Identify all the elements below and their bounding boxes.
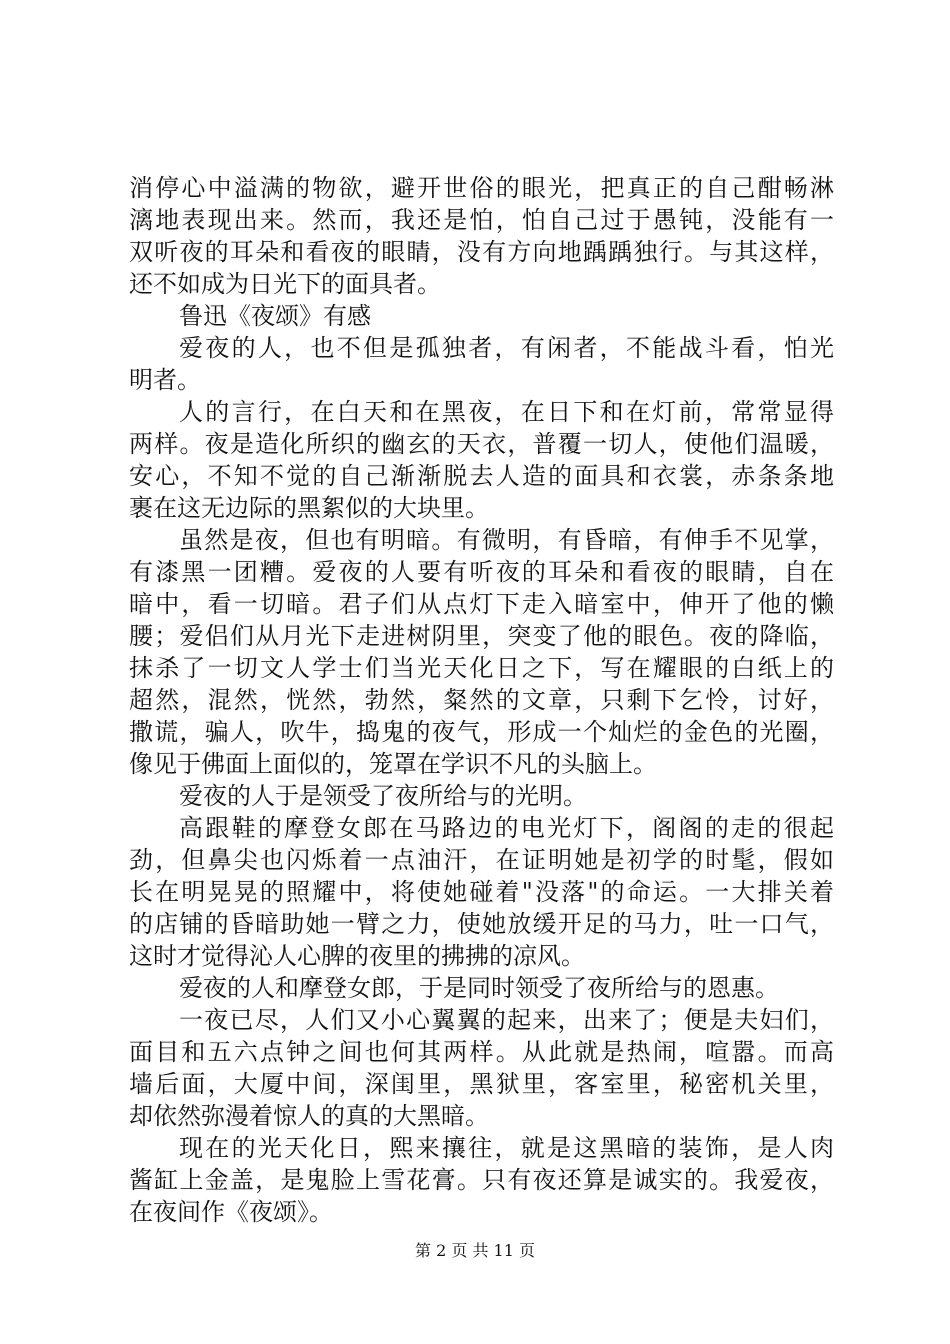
text-line: 面目和五六点钟之间也何其两样。从此就是热闹，喧嚣。而高 <box>129 1038 834 1066</box>
text-line: 暗中，看一切暗。君子们从点灯下走入暗室中，伸开了他的懒 <box>129 590 834 618</box>
text-line: 一夜已尽，人们又小心翼翼的起来，出来了；便是夫妇们， <box>179 1006 834 1034</box>
text-line: 裹在这无边际的黑絮似的大块里。 <box>129 494 489 522</box>
text-line: 有漆黑一团糟。爱夜的人要有听夜的耳朵和看夜的眼睛，自在 <box>129 558 834 586</box>
text-line: 超然，混然，恍然，勃然，粲然的文章，只剩下乞怜，讨好， <box>129 686 834 714</box>
text-line: 高跟鞋的摩登女郎在马路边的电光灯下，阁阁的走的很起 <box>179 814 834 842</box>
text-line: 这时才觉得沁人心脾的夜里的拂拂的凉风。 <box>129 942 585 970</box>
text-line: 双听夜的耳朵和看夜的眼睛，没有方向地踽踽独行。与其这样， <box>129 238 834 266</box>
text-line: 却依然弥漫着惊人的真的大黑暗。 <box>129 1102 489 1130</box>
paragraph <box>129 812 834 972</box>
text-line: 鲁迅《夜颂》有感 <box>179 302 371 330</box>
text-line: 的店铺的昏暗助她一臂之力，使她放缓开足的马力，吐一口气， <box>129 910 834 938</box>
text-line: 抹杀了一切文人学士们当光天化日之下，写在耀眼的白纸上的 <box>129 654 834 682</box>
text-line: 虽然是夜，但也有明暗。有微明，有昏暗，有伸手不见掌， <box>179 526 834 554</box>
text-line: 两样。夜是造化所织的幽玄的天衣，普覆一切人，使他们温暖， <box>129 430 834 458</box>
text-line: 还不如成为日光下的面具者。 <box>129 270 441 298</box>
text-line: 酱缸上金盖，是鬼脸上雪花膏。只有夜还算是诚实的。我爱夜， <box>129 1166 834 1194</box>
paragraph <box>129 396 834 524</box>
paragraph <box>129 780 834 812</box>
paragraph <box>129 1132 834 1228</box>
page-footer: 第 2 页 共 11 页 <box>415 1241 535 1260</box>
text-line: 人的言行，在白天和在黑夜，在日下和在灯前，常常显得 <box>179 398 834 426</box>
paragraph <box>129 172 834 300</box>
text-line: 爱夜的人于是领受了夜所给与的光明。 <box>179 782 587 810</box>
paragraph <box>129 972 834 1004</box>
text-line: 撒谎，骗人，吹牛，捣鬼的夜气，形成一个灿烂的金色的光圈， <box>129 718 834 746</box>
text-line: 墙后面，大厦中间，深闺里，黑狱里，客室里，秘密机关里， <box>129 1070 834 1098</box>
text-line: 明者。 <box>129 366 201 394</box>
text-line: 漓地表现出来。然而，我还是怕，怕自己过于愚钝，没能有一 <box>129 206 834 234</box>
text-line: 劲，但鼻尖也闪烁着一点油汗，在证明她是初学的时髦，假如 <box>129 846 834 874</box>
body-text <box>129 172 834 1228</box>
text-line: 像见于佛面上面似的，笼罩在学识不凡的头脑上。 <box>129 750 657 778</box>
paragraph <box>129 332 834 396</box>
text-line: 腰；爱侣们从月光下走进树阴里，突变了他的眼色。夜的降临， <box>129 622 834 650</box>
text-line: 消停心中溢满的物欲，避开世俗的眼光，把真正的自己酣畅淋 <box>129 174 834 202</box>
text-line: 安心，不知不觉的自己渐渐脱去人造的面具和衣裳，赤条条地 <box>129 462 834 490</box>
paragraph <box>129 1004 834 1132</box>
paragraph <box>129 524 834 780</box>
text-line: 现在的光天化日，熙来攘往，就是这黑暗的装饰，是人肉 <box>179 1134 834 1162</box>
paragraph <box>129 300 834 332</box>
text-line: 长在明晃晃的照耀中，将使她碰着"没落"的命运。一大排关着 <box>129 878 834 906</box>
text-line: 在夜间作《夜颂》。 <box>129 1198 333 1226</box>
text-line: 爱夜的人，也不但是孤独者，有闲者，不能战斗看，怕光 <box>179 334 834 362</box>
text-line: 爱夜的人和摩登女郎，于是同时领受了夜所给与的恩惠。 <box>179 974 779 1002</box>
